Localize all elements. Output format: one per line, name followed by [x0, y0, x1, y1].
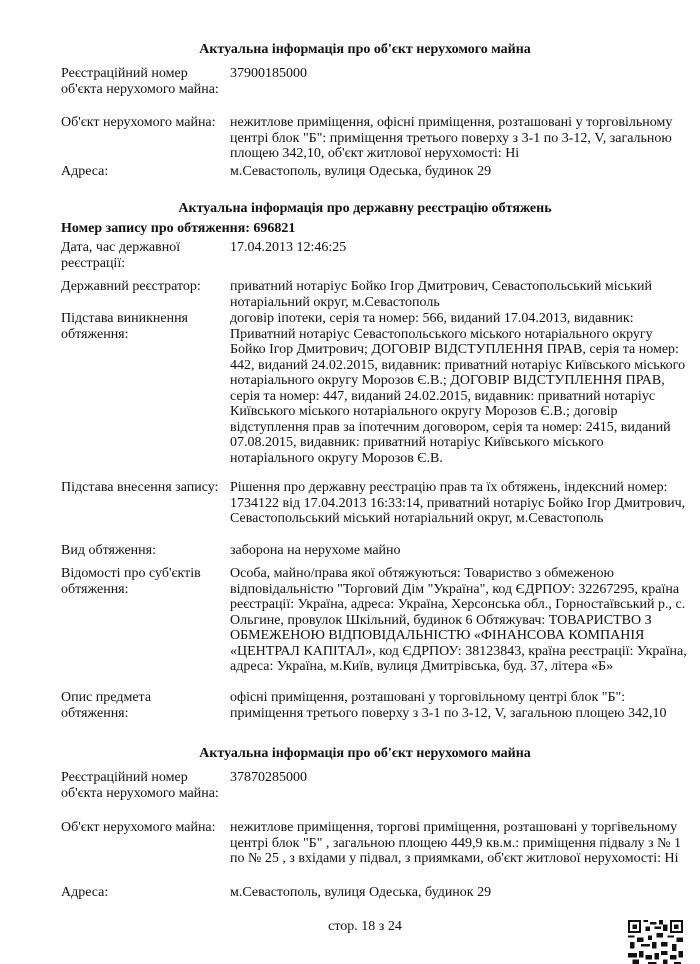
field-value: офісні приміщення, розташовані у торговільному центрі блок "Б": приміщення третього поверху з 3-1 по 3-12, V, загальною площею 342,10	[230, 690, 667, 721]
field-label: Підстава виникнення обтяження:	[61, 311, 188, 342]
field-label: Реєстраційний номер об'єкта нерухомого майна:	[61, 66, 219, 97]
section-heading-property: Актуальна інформація про об'єкт нерухомого майна	[199, 42, 531, 57]
field-value: нежитлове приміщення, офісні приміщення, розташовані у торговільному центрі блок "Б": приміщення третього поверху з 3-1 по 3-12, V, загальною площею 342,10, об'єкт житлової нерухомості: Ні	[230, 115, 673, 161]
section-heading-encumbrance: Актуальна інформація про державну реєстрацію обтяжень	[178, 201, 552, 216]
field-label: Підстава внесення запису:	[61, 480, 219, 495]
field-value: 37870285000	[230, 770, 307, 785]
page-number: стор. 18 з 24	[328, 919, 402, 934]
encumbrance-record-number: Номер запису про обтяження: 696821	[61, 221, 296, 236]
field-value: м.Севастополь, вулиця Одеська, будинок 29	[230, 164, 492, 179]
field-label: Опис предмета обтяження:	[61, 690, 152, 721]
field-label: Державний реєстратор:	[61, 279, 201, 294]
section-heading-property-2: Актуальна інформація про об'єкт нерухомого майна	[199, 746, 531, 761]
field-value: Особа, майно/права якої обтяжуються: Товариство з обмеженою відповідальністю "Торговий Дім "Україна", код ЄДРПОУ: 32267295, країна реєстрації: Україна, адреса: Україна, Херсонська обл., Горностаївський р., с. Ольгине, провулок Шкільний, будинок 6 Обтяжувач: ТОВАРИСТВО З ОБМЕЖЕНОЮ ВІДПОВІДАЛЬНІСТЮ «ФІНАНСОВА КОМПАНІЯ «ЦЕНТРАЛ КАПІТАЛ», код ЄДРПОУ: 38123843, країна реєстрації: Україна, адреса: Україна, м.Київ, вулиця Дмитрівська, буд. 37, літера «Б»	[230, 566, 687, 674]
field-value: приватний нотаріус Бойко Ігор Дмитрович, Севастопольський міський нотаріальний округ, м.Севастополь	[230, 279, 652, 310]
field-label: Адреса:	[61, 164, 109, 179]
field-value: нежитлове приміщення, торгові приміщення, розташовані у торгівельному центрі блок "Б" , загальною площею 449,9 кв.м.: приміщення підвалу з № 1 по № 25 , з вхідами у підвал, з приямками, об'єкт житлової нерухомості: Ні	[230, 820, 681, 866]
field-label: Об'єкт нерухомого майна:	[61, 115, 216, 130]
field-label: Дата, час державної реєстрації:	[61, 240, 181, 271]
field-label: Об'єкт нерухомого майна:	[61, 820, 216, 835]
field-value: м.Севастополь, вулиця Одеська, будинок 29	[230, 885, 492, 900]
field-label: Відомості про суб'єктів обтяження:	[61, 566, 201, 597]
qr-code-icon	[628, 920, 683, 964]
field-value: Рішення про державну реєстрацію прав та їх обтяжень, індексний номер: 1734122 від 17.04.2013 16:33:14, приватний нотаріус Бойко Ігор Дмитрович, Севастопольський міський нотаріальний округ, м.Севастополь	[230, 480, 686, 526]
field-label: Реєстраційний номер об'єкта нерухомого майна:	[61, 770, 219, 801]
field-label: Адреса:	[61, 885, 109, 900]
field-value: заборона на нерухоме майно	[230, 543, 401, 558]
field-value: договір іпотеки, серія та номер: 566, виданий 17.04.2013, видавник: Приватний нотаріус Севастопольського міського нотаріального округу Бойко Ігор Дмитрович; ДОГОВІР ВІДСТУПЛЕННЯ ПРАВ, серія та номер: 442, виданий 24.02.2015, видавник: приватний нотаріус Київського міського нотаріального округу Морозов Є.В.; ДОГОВІР ВІДСТУПЛЕННЯ ПРАВ, серія та номер: 447, виданий 24.02.2015, видавник: приватний нотаріус Київського міського нотаріального округу Морозов Є.В.; договір відступлення прав за іпотечним договором, серія та номер: 2415, виданий 07.08.2015, видавник: приватний нотаріус Київського міського нотаріального округу Морозов Є.В.	[230, 311, 686, 466]
field-label: Вид обтяження:	[61, 543, 156, 558]
field-value: 17.04.2013 12:46:25	[230, 240, 347, 255]
field-value: 37900185000	[230, 66, 307, 81]
